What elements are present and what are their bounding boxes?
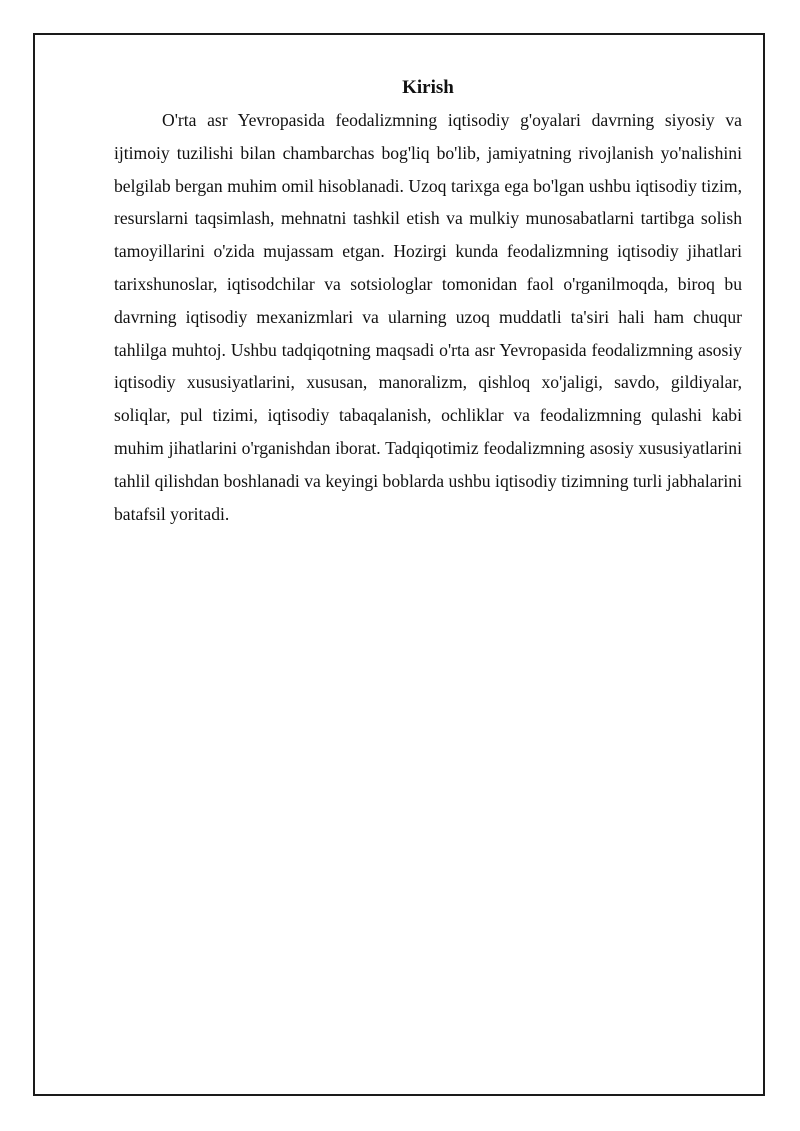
section-heading: Kirish	[402, 77, 454, 98]
intro-paragraph: O'rta asr Yevropasida feodalizmning iqtisodiy g'oyalari davrning siyosiy va ijtimoiy tuzilishi bilan chambarchas bog'liq bo'lib, jamiyatning rivojlanish yo'nalishini belgilab bergan muhim omil hisoblanadi. Uzoq tarixga ega bo'lgan ushbu iqtisodiy tizim, resurslarni taqsimlash, mehnatni tashkil etish va mulkiy munosabatlarni tartibga solish tamoyillarini o'zida mujassam etgan. Hozirgi kunda feodalizmning iqtisodiy jihatlari tarixshunoslar, iqtisodchilar va sotsiologlar tomonidan faol o'rganilmoqda, biroq bu davrning iqtisodiy mexanizmlari va ularning uzoq muddatli ta'siri hali ham chuqur tahlilga muhtoj. Ushbu tadqiqotning maqsadi o'rta asr Yevropasida feodalizmning asosiy iqtisodiy xususiyatlarini, xususan, manoralizm, qishloq xo'jaligi, savdo, gildiyalar, soliqlar, pul tizimi, iqtisodiy tabaqalanish, ochliklar va feodalizmning qulashi kabi muhim jihatlarini o'rganishdan iborat. Tadqiqotimiz feodalizmning asosiy xususiyatlarini tahlil qilishdan boshlanadi va keyingi boblarda ushbu iqtisodiy tizimning turli jabhalarini batafsil yoritadi.	[114, 110, 742, 524]
document-body	[114, 74, 742, 530]
